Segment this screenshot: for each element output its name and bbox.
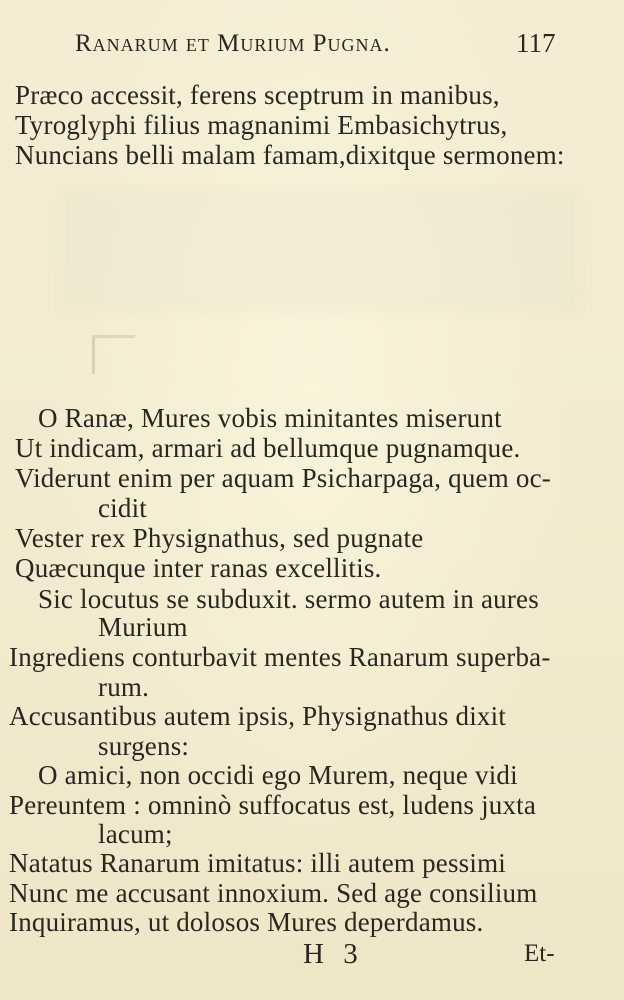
text-line: O Ranæ, Mures vobis minitantes miserunt: [38, 403, 502, 433]
text-line: cidit: [98, 493, 147, 523]
text-line: Inquiramus, ut dolosos Mures deperdamus.: [9, 907, 484, 937]
text-line: rum.: [98, 672, 150, 702]
text-line: Natatus Ranarum imitatus: illi autem pessimi: [9, 848, 506, 878]
text-line: Quæcunque inter ranas excellitis.: [15, 553, 382, 583]
page-number: 117: [516, 28, 556, 58]
show-through-mark: [92, 335, 135, 374]
text-line: Viderunt enim per aquam Psicharpaga, quem oc-: [15, 463, 551, 493]
text-line: Nunc me accusant innoxium. Sed age consilium: [9, 878, 538, 908]
text-line: lacum;: [98, 819, 173, 849]
text-line: Ut indicam, armari ad bellumque pugnamque.: [15, 433, 521, 463]
catchword: Et-: [524, 940, 555, 967]
text-line: Accusantibus autem ipsis, Physignathus dixit: [9, 701, 507, 731]
text-line: Pereuntem : omninò suffocatus est, ludens juxta: [9, 790, 537, 820]
show-through-text: [60, 190, 580, 310]
text-line: surgens:: [98, 731, 190, 761]
text-line: Ingrediens conturbavit mentes Ranarum superba-: [9, 642, 551, 672]
text-line: Tyroglyphi filius magnanimi Embasichytrus,: [15, 110, 508, 140]
signature-mark: H 3: [303, 938, 364, 970]
text-line: Præco accessit, ferens sceptrum in manibus,: [15, 80, 500, 110]
running-title: Ranarum et Murium Pugna.: [75, 30, 391, 57]
text-line: Vester rex Physignathus, sed pugnate: [15, 523, 424, 553]
text-line: Nuncians belli malam famam,dixitque sermonem:: [15, 140, 565, 170]
text-line: Sic locutus se subduxit. sermo autem in aures: [38, 584, 539, 614]
text-line: Murium: [98, 612, 188, 642]
text-line: O amici, non occidi ego Murem, neque vidi: [38, 760, 518, 790]
